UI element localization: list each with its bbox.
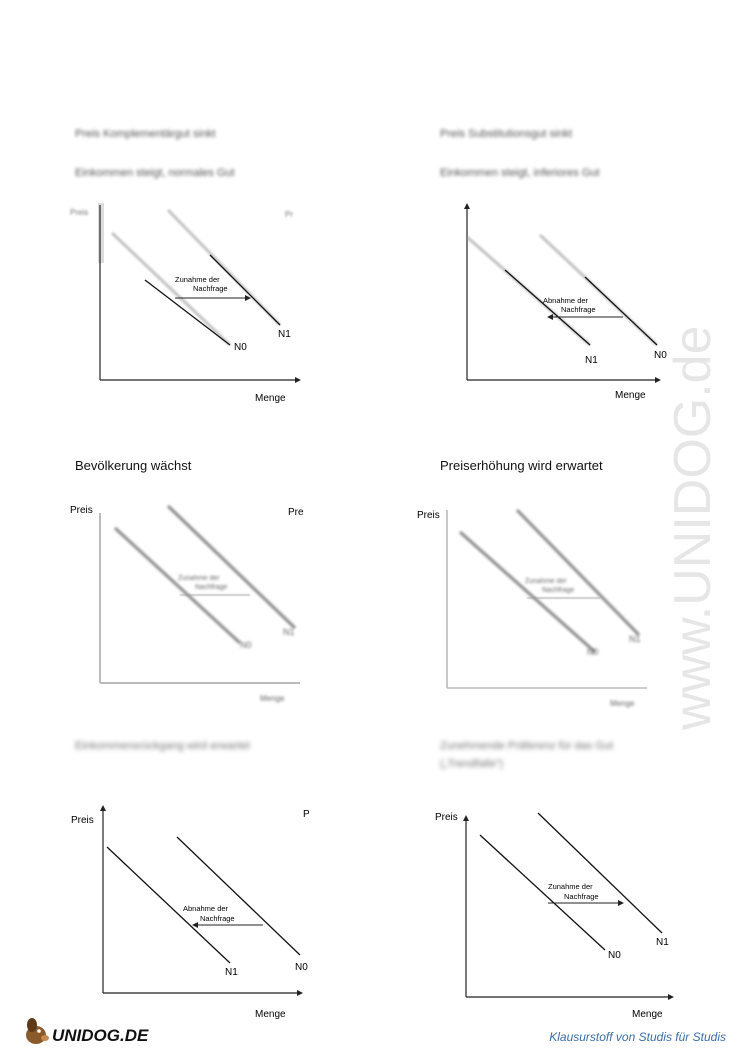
curve-label-a: N0 [608,950,621,961]
unidog-logo [22,1013,162,1049]
watermark-text: www.UNIDOG.de [664,325,722,730]
arrow-label-1: Zunahme der [525,578,567,585]
curve-label-a: N1 [225,967,238,978]
arrow-label-2: Nachfrage [542,587,575,594]
arrow-label-1: Abnahme der [183,904,229,913]
arrow-label-2: Nachfrage [193,284,228,293]
panel-6-title-line-1: Zunehmende Präferenz für das Gut [440,740,614,752]
logo-text: UNIDOG.DE [52,1026,149,1045]
panel-6-diagram [430,805,680,1030]
curve-label-b: N1 [629,634,641,644]
panel-4-diagram [415,500,660,715]
panel-5-title: Einkommensrückgang wird erwartet [75,740,250,752]
panel-1-diagram [60,195,320,410]
dog-mascot-icon [26,1018,49,1044]
panel-1-title-line-1: Preis Komplementärgut sinkt [75,128,216,140]
x-axis-label: Menge [610,699,635,708]
panel-6-title-line-2: („Trendfalle“) [440,758,504,770]
arrow-label-2: Nachfrage [195,584,228,591]
curve-label-b: N1 [283,627,295,637]
curve-label-b: N0 [654,350,667,361]
cut-label: P [303,809,310,820]
cut-label: Pre [288,507,304,518]
curve-n0 [460,532,595,652]
arrow-label-1: Zunahme der [175,275,220,284]
panel-3-title: Bevölkerung wächst [75,458,192,473]
watermark [640,270,740,740]
curve-label-b: N0 [295,962,308,973]
arrow-label-2: Nachfrage [561,305,596,314]
x-axis-label: Menge [615,390,646,401]
arrow-label-1: Zunahme der [178,575,220,582]
y-axis-label: Preis [71,815,94,826]
curve-label-b: N1 [656,937,669,948]
y-axis-label: Preis [417,510,440,521]
curve-label-a: N1 [585,355,598,366]
arrow-label-2: Nachfrage [200,914,235,923]
panel-2-title-line-2: Einkommen steigt, inferiores Gut [440,167,600,179]
panel-5-diagram [65,805,315,1020]
y-axis-label: Preis [70,208,89,217]
x-axis-label: Menge [255,1009,286,1020]
curve-label-a: N0 [587,647,599,657]
x-axis-label: Menge [632,1009,663,1020]
curve-n1 [538,813,662,933]
curve-n1 [517,510,639,635]
panel-1-title-line-2: Einkommen steigt, normales Gut [75,167,235,179]
y-axis-label: Preis [70,505,93,516]
panel-3-diagram [65,498,315,713]
footer-slogan: Klausurstoff von Studis für Studis [549,1030,726,1044]
panel-4-title: Preiserhöhung wird erwartet [440,458,603,473]
arrow-label-1: Zunahme der [548,882,593,891]
cut-label: Pr [285,210,293,219]
arrow-label-1: Abnahme der [543,296,589,305]
curve-n1 [168,506,295,628]
y-axis-label: Preis [435,812,458,823]
arrow-label-2: Nachfrage [564,892,599,901]
panel-2-title-line-1: Preis Substitutionsgut sinkt [440,128,573,140]
curve-label-a: N0 [234,342,247,353]
x-axis-label: Menge [260,694,285,703]
curve-label-a: N0 [240,640,252,650]
x-axis-label: Menge [255,393,286,404]
blur-mask [98,203,104,263]
curve-n0 [177,837,300,955]
curve-label-b: N1 [278,329,291,340]
